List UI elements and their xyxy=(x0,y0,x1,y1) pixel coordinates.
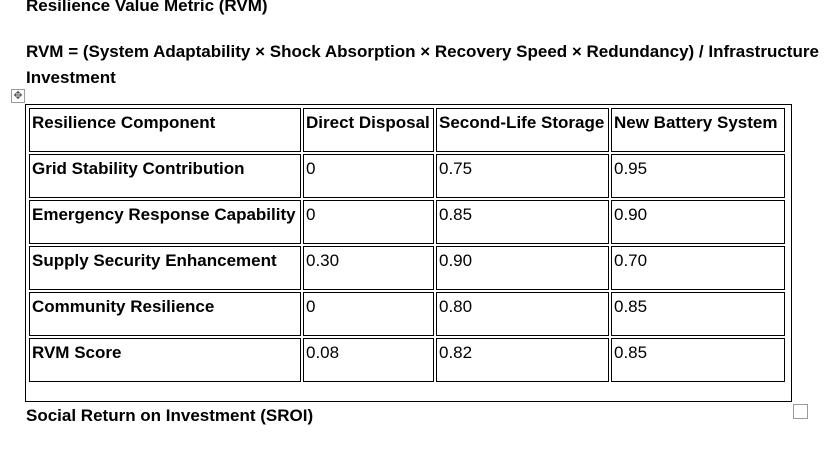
table-row xyxy=(29,154,785,198)
table-cell[interactable]: 0 xyxy=(303,200,434,244)
row-label-cell[interactable]: Community Resilience xyxy=(29,292,301,336)
table-cell[interactable]: 0.30 xyxy=(303,246,434,290)
table-cell[interactable]: 0.08 xyxy=(303,338,434,382)
table-cell[interactable]: 0.85 xyxy=(611,338,785,382)
rvm-table xyxy=(27,106,787,384)
table-cell[interactable]: 0.75 xyxy=(436,154,609,198)
table-cell[interactable]: 0.90 xyxy=(611,200,785,244)
table-row xyxy=(29,200,785,244)
table-cell[interactable]: 0.95 xyxy=(611,154,785,198)
table-cell[interactable]: 0.80 xyxy=(436,292,609,336)
rvm-formula xyxy=(26,39,840,91)
rvm-table-container xyxy=(25,104,792,402)
next-section-title: Social Return on Investment (SROI) xyxy=(26,406,314,425)
header-cell[interactable]: Resilience Component xyxy=(29,108,301,152)
header-cell[interactable]: New Battery System xyxy=(611,108,785,152)
table-row xyxy=(29,292,785,336)
table-row xyxy=(29,338,785,382)
table-cell[interactable]: 0 xyxy=(303,292,434,336)
formula-line-2: Investment xyxy=(26,68,116,87)
table-cell[interactable]: 0.82 xyxy=(436,338,609,382)
row-label-cell[interactable]: Grid Stability Contribution xyxy=(29,154,301,198)
table-cell[interactable]: 0 xyxy=(303,154,434,198)
section-title: Resilience Value Metric (RVM) xyxy=(26,0,268,15)
row-label-cell[interactable]: Supply Security Enhancement xyxy=(29,246,301,290)
header-cell[interactable]: Direct Disposal xyxy=(303,108,434,152)
table-cell[interactable]: 0.85 xyxy=(436,200,609,244)
table-header-row xyxy=(29,108,785,152)
table-cell[interactable]: 0.85 xyxy=(611,292,785,336)
table-resize-handle-icon[interactable] xyxy=(793,404,808,419)
table-move-handle-icon[interactable]: ✥ xyxy=(11,89,25,103)
table-row xyxy=(29,246,785,290)
formula-line-1: RVM = (System Adaptability × Shock Absorption × Recovery Speed × Redundancy) / Infrastructure xyxy=(26,42,819,61)
row-label-cell[interactable]: Emergency Response Capability xyxy=(29,200,301,244)
row-label-cell[interactable]: RVM Score xyxy=(29,338,301,382)
table-cell[interactable]: 0.90 xyxy=(436,246,609,290)
table-cell[interactable]: 0.70 xyxy=(611,246,785,290)
header-cell[interactable]: Second-Life Storage xyxy=(436,108,609,152)
